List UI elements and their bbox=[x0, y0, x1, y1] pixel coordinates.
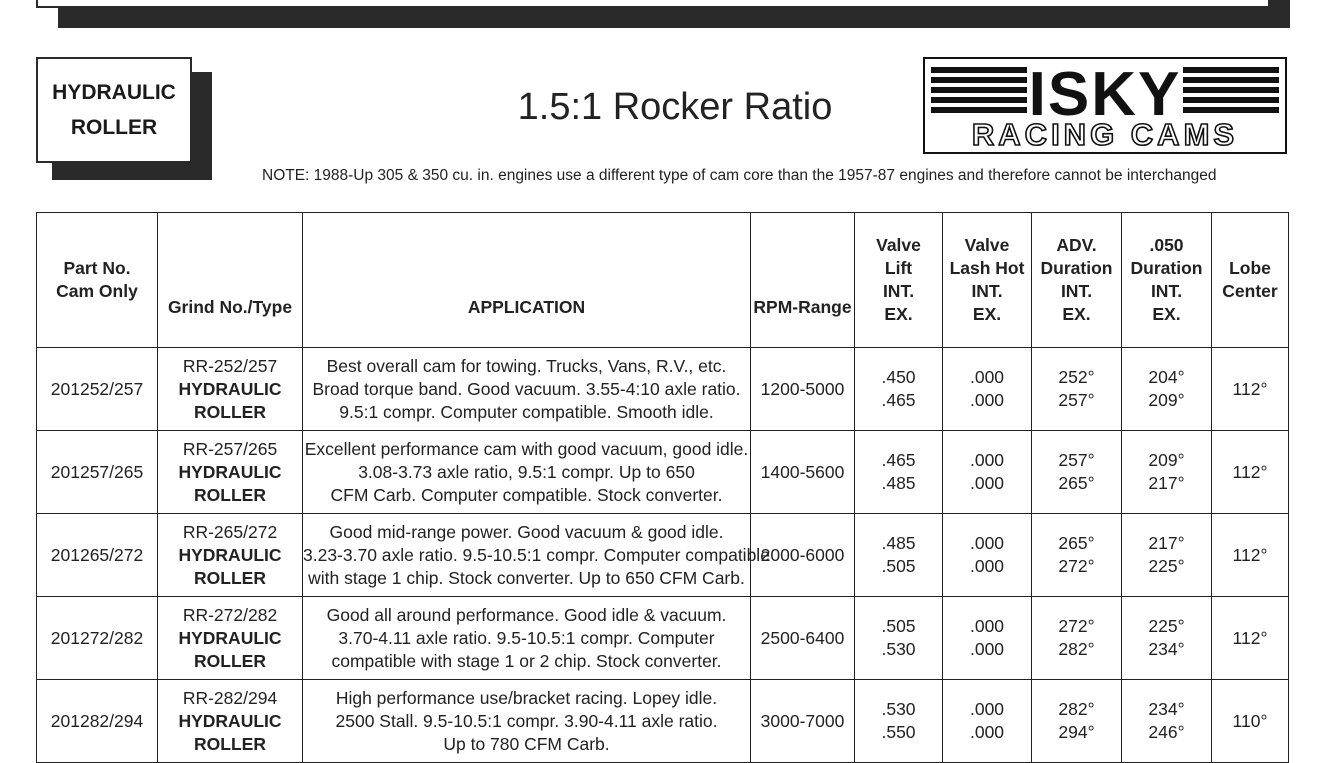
application-cell: Good mid-range power. Good vacuum & good idle. 3.23-3.70 axle ratio. 9.5-10.5:1 compr. Computer compatible with stage 1 chip. Stock converter. Up to 650 CFM Carb. bbox=[303, 514, 751, 597]
header-adv-duration: ADV. Duration INT. EX. bbox=[1032, 213, 1122, 348]
header-lobe-center: Lobe Center bbox=[1212, 213, 1289, 348]
header-application: APPLICATION bbox=[303, 213, 751, 348]
table-row bbox=[37, 514, 1289, 597]
lobe-center-cell: 112° bbox=[1212, 431, 1289, 514]
rpm-cell: 2500-6400 bbox=[751, 597, 855, 680]
grind-cell: RR-282/294 HYDRAULIC ROLLER bbox=[158, 680, 303, 763]
adv-duration-cell: 272° 282° bbox=[1032, 597, 1122, 680]
page-title: 1.5:1 Rocker Ratio bbox=[517, 86, 833, 128]
rpm-cell: 3000-7000 bbox=[751, 680, 855, 763]
050-duration-cell: 209° 217° bbox=[1122, 431, 1212, 514]
grind-cell: RR-252/257 HYDRAULIC ROLLER bbox=[158, 348, 303, 431]
valve-lift-cell: .465 .485 bbox=[855, 431, 943, 514]
category-line1: HYDRAULIC bbox=[52, 81, 176, 104]
part-no-cell: 201282/294 bbox=[37, 680, 158, 763]
table-row bbox=[37, 348, 1289, 431]
table-row bbox=[37, 680, 1289, 763]
table-row bbox=[37, 431, 1289, 514]
adv-duration-cell: 265° 272° bbox=[1032, 514, 1122, 597]
application-cell: Good all around performance. Good idle & vacuum. 3.70-4.11 axle ratio. 9.5-10.5:1 compr. Computer compatible with stage 1 or 2 chip. Stock converter. bbox=[303, 597, 751, 680]
valve-lash-cell: .000 .000 bbox=[943, 597, 1032, 680]
logo-racing-cams-text: RACING CAMS bbox=[971, 117, 1239, 152]
lobe-center-cell: 110° bbox=[1212, 680, 1289, 763]
application-cell: Excellent performance cam with good vacuum, good idle. 3.08-3.73 axle ratio, 9.5:1 compr. Up to 650 CFM Carb. Computer compatible. Stock converter. bbox=[303, 431, 751, 514]
table-row bbox=[37, 597, 1289, 680]
header-rpm-range: RPM-Range bbox=[751, 213, 855, 348]
valve-lash-cell: .000 .000 bbox=[943, 680, 1032, 763]
isky-logo-graphic bbox=[925, 59, 1285, 152]
grind-cell: RR-265/272 HYDRAULIC ROLLER bbox=[158, 514, 303, 597]
valve-lift-cell: .505 .530 bbox=[855, 597, 943, 680]
grind-cell: RR-257/265 HYDRAULIC ROLLER bbox=[158, 431, 303, 514]
lobe-center-cell: 112° bbox=[1212, 514, 1289, 597]
part-no-cell: 201257/265 bbox=[37, 431, 158, 514]
table-header-row bbox=[37, 213, 1289, 348]
050-duration-cell: 217° 225° bbox=[1122, 514, 1212, 597]
adv-duration-cell: 252° 257° bbox=[1032, 348, 1122, 431]
top-banner-frame bbox=[36, 0, 1270, 8]
valve-lift-cell: .530 .550 bbox=[855, 680, 943, 763]
interchange-note: NOTE: 1988-Up 305 & 350 cu. in. engines use a different type of cam core than the 1957-87 engines and therefore cannot be interchanged bbox=[262, 167, 1217, 184]
top-banner-bar bbox=[36, 0, 1290, 29]
adv-duration-cell: 282° 294° bbox=[1032, 680, 1122, 763]
valve-lift-cell: .450 .465 bbox=[855, 348, 943, 431]
header-valve-lift: Valve Lift INT. EX. bbox=[855, 213, 943, 348]
lobe-center-cell: 112° bbox=[1212, 348, 1289, 431]
header-grind-no: Grind No./Type bbox=[158, 213, 303, 348]
part-no-cell: 201265/272 bbox=[37, 514, 158, 597]
valve-lash-cell: .000 .000 bbox=[943, 348, 1032, 431]
isky-logo bbox=[923, 57, 1287, 154]
valve-lift-cell: .485 .505 bbox=[855, 514, 943, 597]
050-duration-cell: 234° 246° bbox=[1122, 680, 1212, 763]
adv-duration-cell: 257° 265° bbox=[1032, 431, 1122, 514]
050-duration-cell: 204° 209° bbox=[1122, 348, 1212, 431]
part-no-cell: 201252/257 bbox=[37, 348, 158, 431]
part-no-cell: 201272/282 bbox=[37, 597, 158, 680]
application-cell: Best overall cam for towing. Trucks, Vans, R.V., etc. Broad torque band. Good vacuum. 3.55-4:10 axle ratio. 9.5:1 compr. Computer compatible. Smooth idle. bbox=[303, 348, 751, 431]
application-cell: High performance use/bracket racing. Lopey idle. 2500 Stall. 9.5-10.5:1 compr. 3.90-4.11 axle ratio. Up to 780 CFM Carb. bbox=[303, 680, 751, 763]
valve-lash-cell: .000 .000 bbox=[943, 431, 1032, 514]
category-line2: ROLLER bbox=[70, 116, 158, 139]
header-valve-lash: Valve Lash Hot INT. EX. bbox=[943, 213, 1032, 348]
rpm-cell: 1400-5600 bbox=[751, 431, 855, 514]
rpm-cell: 1200-5000 bbox=[751, 348, 855, 431]
category-box bbox=[36, 57, 192, 163]
rpm-cell: 2000-6000 bbox=[751, 514, 855, 597]
cam-spec-table bbox=[36, 212, 1289, 763]
header-part-no: Part No. Cam Only bbox=[37, 213, 158, 348]
grind-cell: RR-272/282 HYDRAULIC ROLLER bbox=[158, 597, 303, 680]
logo-isky-text: ISKY bbox=[1028, 60, 1182, 129]
lobe-center-cell: 112° bbox=[1212, 597, 1289, 680]
header-050-duration: .050 Duration INT. EX. bbox=[1122, 213, 1212, 348]
valve-lash-cell: .000 .000 bbox=[943, 514, 1032, 597]
050-duration-cell: 225° 234° bbox=[1122, 597, 1212, 680]
